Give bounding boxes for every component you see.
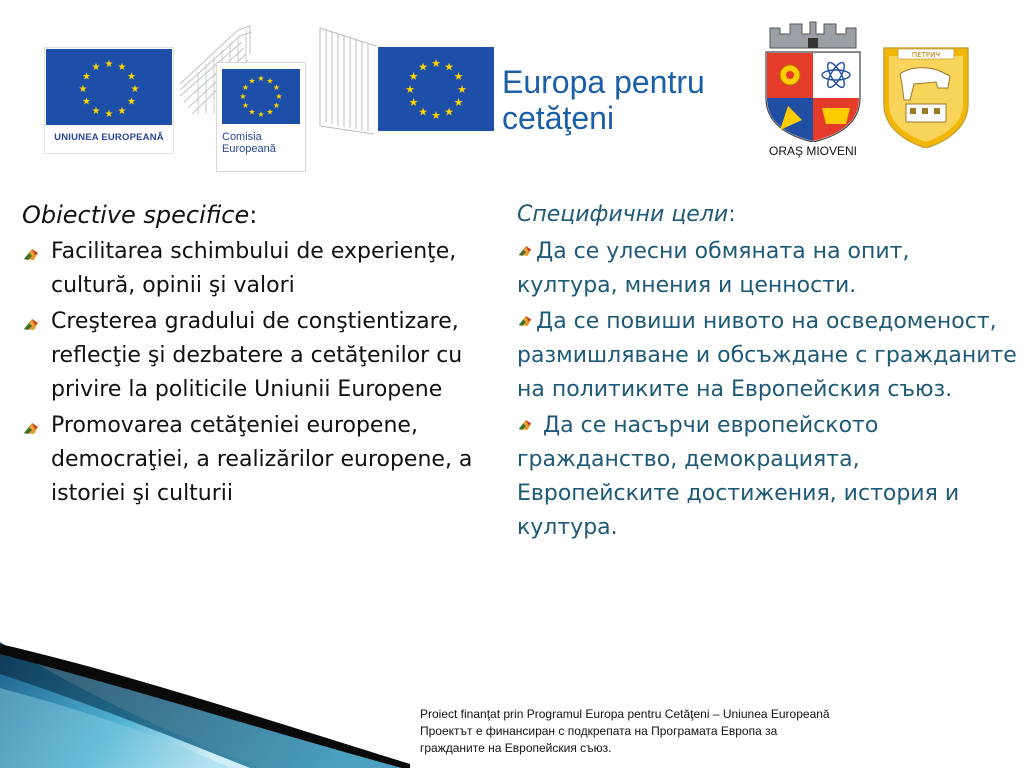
svg-text:★: ★ [117, 62, 127, 73]
ec-caption-line1: Comisia [222, 131, 262, 143]
bulgarian-heading [517, 197, 1017, 233]
svg-text:★: ★ [431, 57, 441, 70]
svg-text:★: ★ [82, 71, 91, 83]
funding-footer [420, 706, 830, 757]
svg-text:★: ★ [408, 70, 419, 83]
svg-text:★: ★ [272, 83, 281, 92]
svg-text:★: ★ [91, 62, 101, 73]
svg-text:★: ★ [82, 96, 91, 108]
footer-line1: Proiect finanţat prin Programul Europa pentru Cetăţeni – Uniunea Europeană [420, 707, 830, 721]
bulgarian-heading-text: Специфични цели [517, 202, 729, 227]
mioveni-coat-of-arms-icon [758, 20, 868, 142]
europe-for-citizens-logo [318, 26, 730, 136]
svg-text:★: ★ [272, 101, 281, 110]
european-commission-logo [178, 24, 308, 155]
svg-text:★: ★ [405, 83, 415, 96]
svg-text:★: ★ [241, 101, 250, 110]
petrich-logo [880, 44, 972, 148]
bullet-icon [517, 418, 533, 431]
bullet-icon [517, 244, 533, 257]
ec-caption-line2: Europeană [222, 143, 276, 155]
efc-title [502, 64, 705, 136]
list-item [517, 305, 1017, 407]
svg-text:★: ★ [257, 110, 265, 119]
petrich-banner: ПЕТРИЧ [911, 51, 941, 59]
svg-text:★: ★ [130, 84, 140, 95]
efc-title-line2: cetăţeni [502, 100, 615, 136]
romanian-heading-suffix: : [249, 201, 258, 229]
ec-caption [222, 131, 276, 155]
bulgarian-heading-suffix: : [728, 202, 736, 227]
svg-text:★: ★ [248, 76, 256, 86]
svg-text:★: ★ [241, 83, 250, 92]
list-item-text: Facilitarea schimbului de experienţe, cultură, opinii şi valori [51, 239, 457, 298]
mioveni-logo [758, 20, 868, 168]
svg-text:★: ★ [453, 96, 464, 109]
svg-text:★: ★ [104, 59, 114, 70]
ec-building-outline-icon [318, 26, 378, 136]
petrich-coat-of-arms-icon [880, 44, 972, 148]
efc-flag-icon [378, 47, 494, 131]
svg-text:★: ★ [117, 106, 127, 117]
svg-text:★: ★ [444, 105, 454, 119]
efc-title-line1: Europa pentru [502, 64, 705, 100]
eu-caption: UNIUNEA EUROPEANĂ [54, 132, 164, 143]
footer-line3: гражданите на Европейския съюз. [420, 741, 612, 755]
ec-flag-icon [222, 69, 300, 124]
svg-text:★: ★ [78, 84, 88, 95]
list-item [517, 235, 1017, 303]
eu-logo [44, 47, 174, 154]
list-item-text: Promovarea cetăţeniei europene, democraţiei, a realizărilor europene, a istoriei şi culturii [51, 413, 473, 506]
svg-text:★: ★ [418, 60, 428, 74]
list-item-text: Да се повиши нивото на осведоменост, размишляване и обсъждане с гражданите на политиките на Европейския съюз. [517, 309, 1017, 402]
decorative-swoosh [0, 640, 420, 768]
svg-text:★: ★ [257, 74, 265, 83]
svg-text:★: ★ [266, 76, 274, 86]
svg-text:★: ★ [418, 105, 428, 119]
svg-text:★: ★ [453, 70, 464, 83]
bullet-icon [22, 421, 40, 435]
bullet-icon [22, 247, 40, 261]
svg-text:★: ★ [239, 92, 247, 101]
svg-text:★: ★ [431, 109, 441, 122]
romanian-heading-text: Obiective specifice [22, 201, 250, 229]
list-item-text: Creşterea gradului de conştientizare, reflecţie şi dezbatere a cetăţenilor cu privire la politicile Uniunii Europene [51, 309, 463, 402]
list-item [22, 305, 492, 407]
mioveni-caption: ORAŞ MIOVENI [768, 144, 857, 158]
svg-text:★: ★ [248, 107, 256, 117]
bulgarian-objectives [517, 197, 1017, 545]
svg-text:★: ★ [127, 96, 136, 108]
bullet-icon [517, 314, 533, 327]
ec-card [216, 62, 306, 172]
list-item [22, 235, 492, 303]
svg-text:★: ★ [104, 109, 114, 120]
romanian-heading [22, 197, 492, 233]
svg-text:★: ★ [91, 106, 101, 117]
svg-text:★: ★ [444, 60, 454, 74]
svg-text:★: ★ [275, 92, 283, 101]
svg-text:★: ★ [127, 71, 136, 83]
list-item [22, 409, 492, 511]
bullet-icon [22, 317, 40, 331]
list-item-text: Да се улесни обмяната на опит, култура, мнения и ценности. [517, 239, 910, 298]
footer-line2: Проектът е финансиран с подкрепата на Програмата Европа за [420, 724, 778, 738]
svg-text:★: ★ [266, 107, 274, 117]
eu-flag-icon [46, 49, 172, 125]
list-item-text: Да се насърчи европейското гражданство, демокрацията, Европейските достижения, история и култура. [517, 413, 967, 540]
romanian-objectives [22, 197, 492, 511]
svg-text:★: ★ [457, 83, 467, 96]
svg-text:★: ★ [408, 96, 419, 109]
list-item [517, 409, 1017, 545]
